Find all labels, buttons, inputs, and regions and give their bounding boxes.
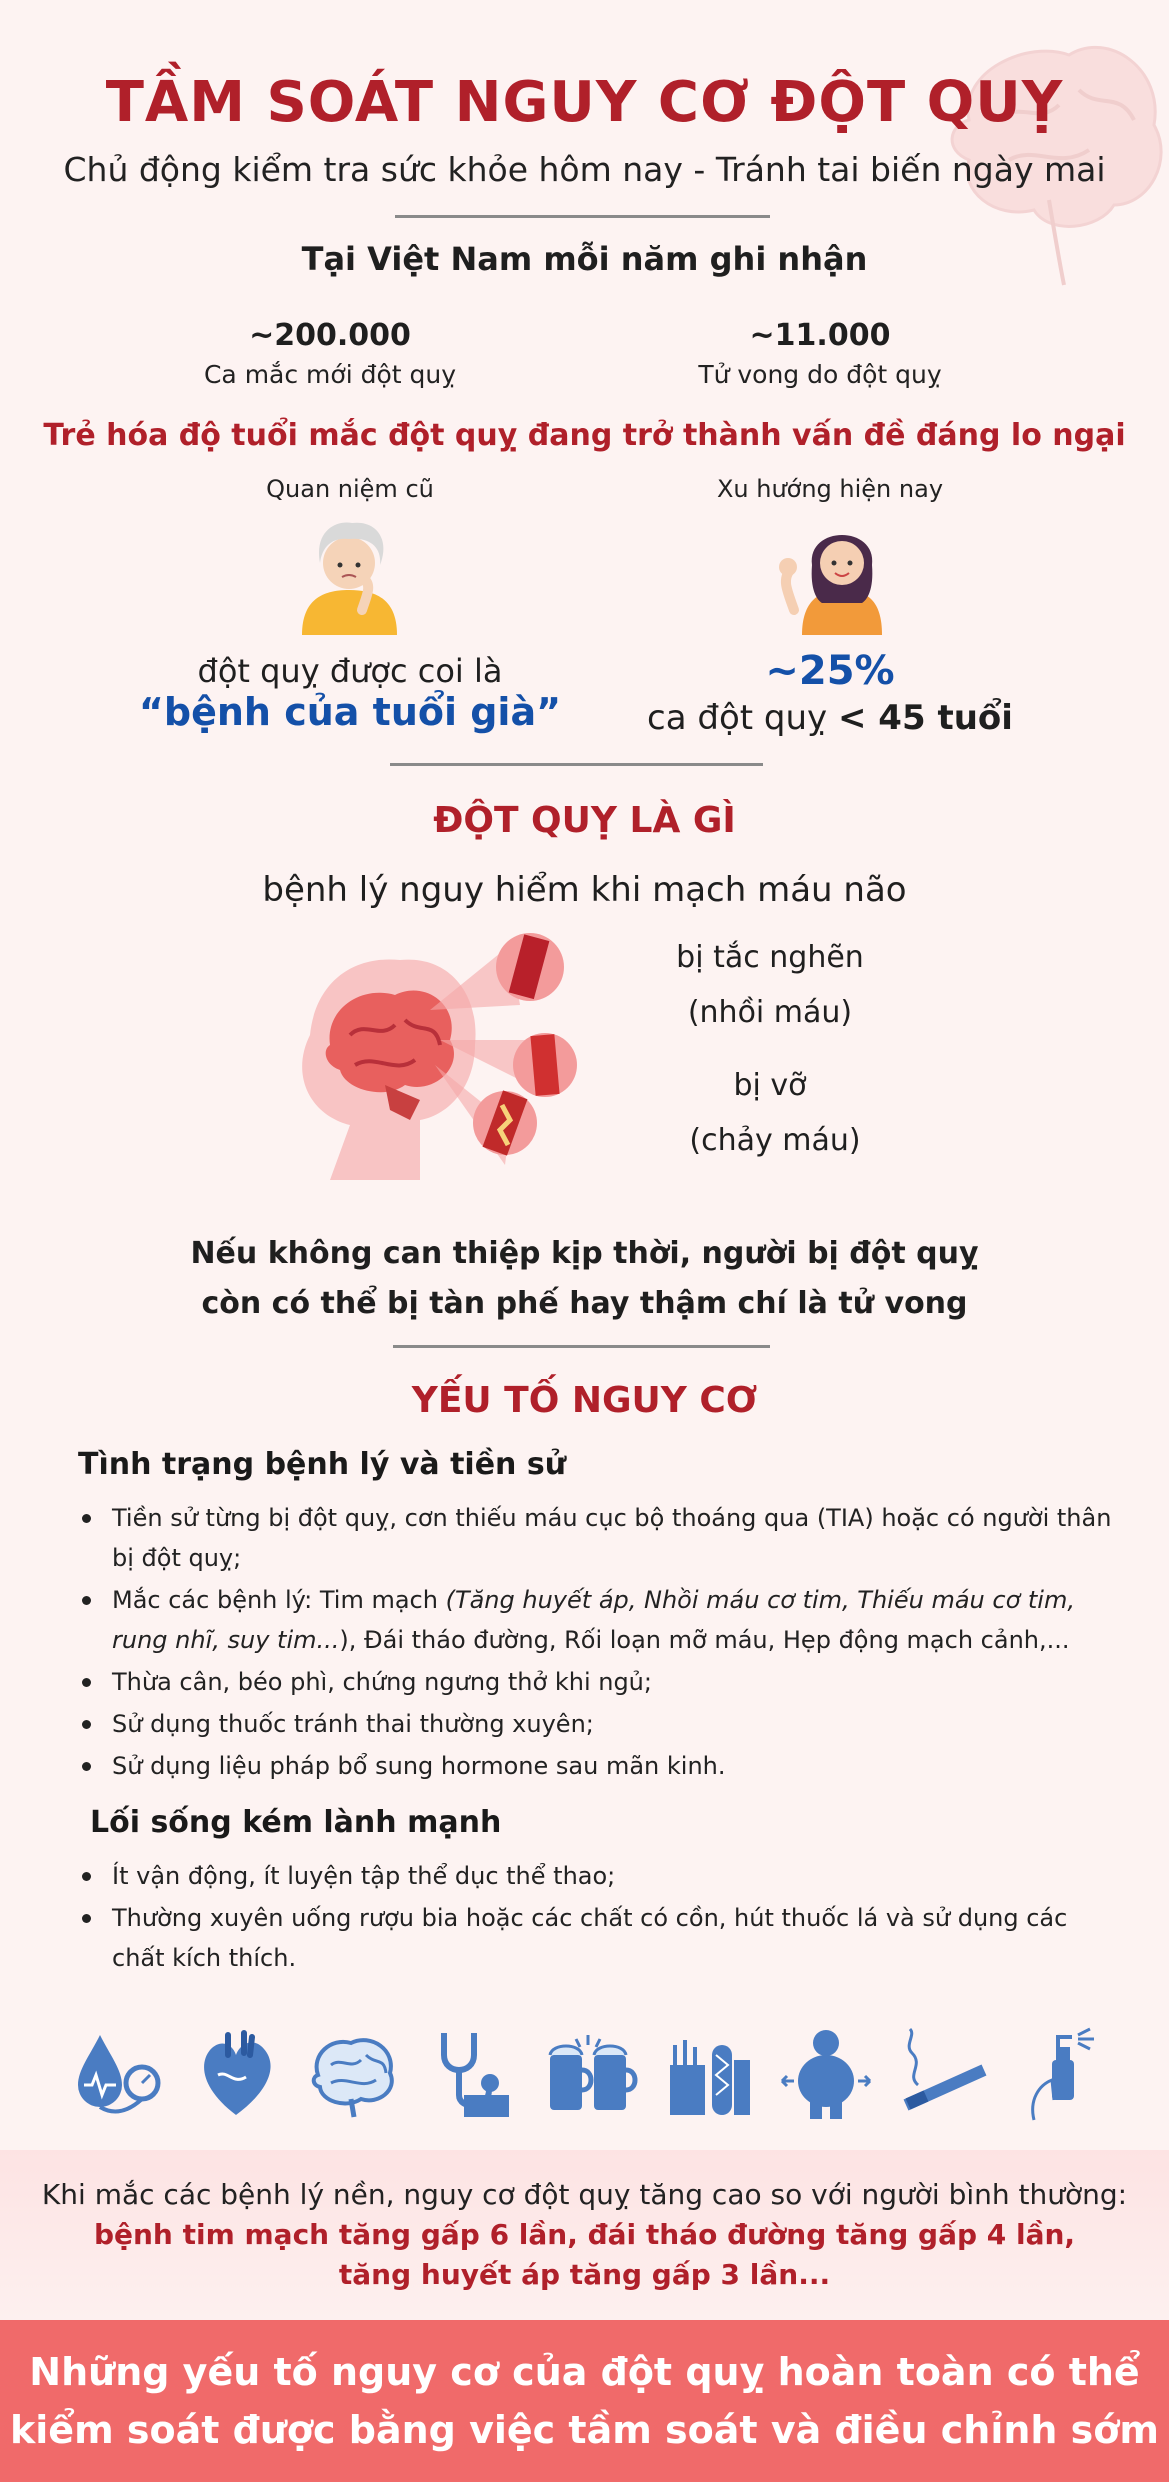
young-woman-icon bbox=[772, 515, 902, 635]
drug-spray-icon bbox=[1014, 2025, 1110, 2121]
cigarette-icon bbox=[896, 2025, 992, 2121]
stat-value-new-cases: ~200.000 bbox=[249, 318, 411, 353]
old-view-text: đột quỵ được coi là bbox=[197, 652, 503, 690]
comparison-line-2: bệnh tim mạch tăng gấp 6 lần, đái tháo đường tăng gấp 4 lần, bbox=[93, 2218, 1076, 2251]
stats-heading: Tại Việt Nam mỗi năm ghi nhận bbox=[301, 240, 868, 278]
what-is-intro: bệnh lý nguy hiểm khi mạch máu não bbox=[262, 870, 907, 910]
divider bbox=[395, 215, 770, 218]
beer-icon bbox=[542, 2025, 638, 2121]
obesity-icon bbox=[778, 2025, 874, 2121]
stethoscope-icon bbox=[424, 2025, 520, 2121]
stat-value-deaths: ~11.000 bbox=[749, 318, 891, 353]
heart-icon bbox=[188, 2025, 284, 2121]
list-item: Mắc các bệnh lý: Tim mạch (Tăng huyết áp, Nhồi máu cơ tim, Thiếu máu cơ tim, rung nhĩ, suy tim...), Đái tháo đường, Rối loạn mỡ máu, Hẹp động mạch cảnh,... bbox=[78, 1580, 1118, 1660]
trend-text: ca đột quỵ bbox=[647, 698, 828, 738]
list-item: Sử dụng thuốc tránh thai thường xuyên; bbox=[78, 1704, 1118, 1744]
warning-line-2: còn có thể bị tàn phế hay thậm chí là tử vong bbox=[201, 1286, 968, 1321]
medical-history-title: Tình trạng bệnh lý và tiền sử bbox=[78, 1447, 567, 1482]
page-subtitle: Chủ động kiểm tra sức khỏe hôm nay - Tránh tai biến ngày mai bbox=[63, 150, 1106, 189]
hemorrhagic-label: (chảy máu) bbox=[689, 1123, 861, 1158]
trend-heading: Trẻ hóa độ tuổi mắc đột quỵ đang trở thành vấn đề đáng lo ngại bbox=[43, 418, 1126, 453]
stat-label-new-cases: Ca mắc mới đột quỵ bbox=[203, 360, 457, 389]
elderly-woman-icon bbox=[292, 515, 407, 635]
comparison-line-3: tăng huyết áp tăng gấp 3 lần... bbox=[338, 2258, 831, 2291]
lifestyle-title: Lối sống kém lành mạnh bbox=[90, 1805, 502, 1840]
footer-line-1: Những yếu tố nguy cơ của đột quỵ hoàn toàn có thể bbox=[29, 2350, 1140, 2394]
list-item: Thường xuyên uống rượu bia hoặc các chất có cồn, hút thuốc lá và sử dụng các chất kích thích. bbox=[78, 1898, 1118, 1978]
page-title: TẦM SOÁT NGUY CƠ ĐỘT QUỴ bbox=[105, 70, 1064, 135]
comparison-intro: Khi mắc các bệnh lý nền, nguy cơ đột quỵ tăng cao so với người bình thường: bbox=[41, 2178, 1128, 2211]
divider bbox=[393, 1345, 770, 1348]
lifestyle-list bbox=[78, 1856, 1118, 1980]
fast-food-icon bbox=[660, 2025, 756, 2121]
risk-heading: YẾU TỐ NGUY CƠ bbox=[411, 1380, 758, 1421]
warning-line-1: Nếu không can thiệp kịp thời, người bị đột quỵ bbox=[190, 1236, 979, 1271]
ischemic-label: (nhồi máu) bbox=[687, 995, 853, 1030]
footer-line-2: kiểm soát được bằng việc tầm soát và điều chỉnh sớm bbox=[10, 2408, 1159, 2452]
old-view-label: Quan niệm cũ bbox=[266, 475, 434, 503]
trend-age: < 45 tuổi bbox=[837, 698, 1013, 738]
list-item: Sử dụng liệu pháp bổ sung hormone sau mãn kinh. bbox=[78, 1746, 1118, 1786]
stat-label-deaths: Tử vong do đột quỵ bbox=[698, 360, 942, 389]
list-item: Tiền sử từng bị đột quỵ, cơn thiếu máu cục bộ thoáng qua (TIA) hoặc có người thân bị đột quỵ; bbox=[78, 1498, 1118, 1578]
divider bbox=[390, 763, 763, 766]
blocked-vessel-text: bị tắc nghẽn bbox=[676, 940, 864, 975]
ruptured-vessel-text: bị vỡ bbox=[733, 1068, 807, 1103]
list-item: Ít vận động, ít luyện tập thể dục thể thao; bbox=[78, 1856, 1118, 1896]
what-is-heading: ĐỘT QUỴ LÀ GÌ bbox=[433, 800, 736, 841]
medical-history-list bbox=[78, 1498, 1118, 1788]
current-trend-label: Xu hướng hiện nay bbox=[716, 475, 944, 503]
footer-band bbox=[0, 2320, 1169, 2482]
blood-pressure-icon bbox=[70, 2025, 166, 2121]
risk-icons-row bbox=[70, 2025, 1130, 2125]
brain-stroke-illustration bbox=[290, 925, 590, 1185]
trend-percentage: ~25% bbox=[765, 648, 895, 694]
brain-icon bbox=[306, 2025, 402, 2121]
old-view-highlight: “bệnh của tuổi già” bbox=[138, 690, 562, 734]
list-item: Thừa cân, béo phì, chứng ngưng thở khi ngủ; bbox=[78, 1662, 1118, 1702]
